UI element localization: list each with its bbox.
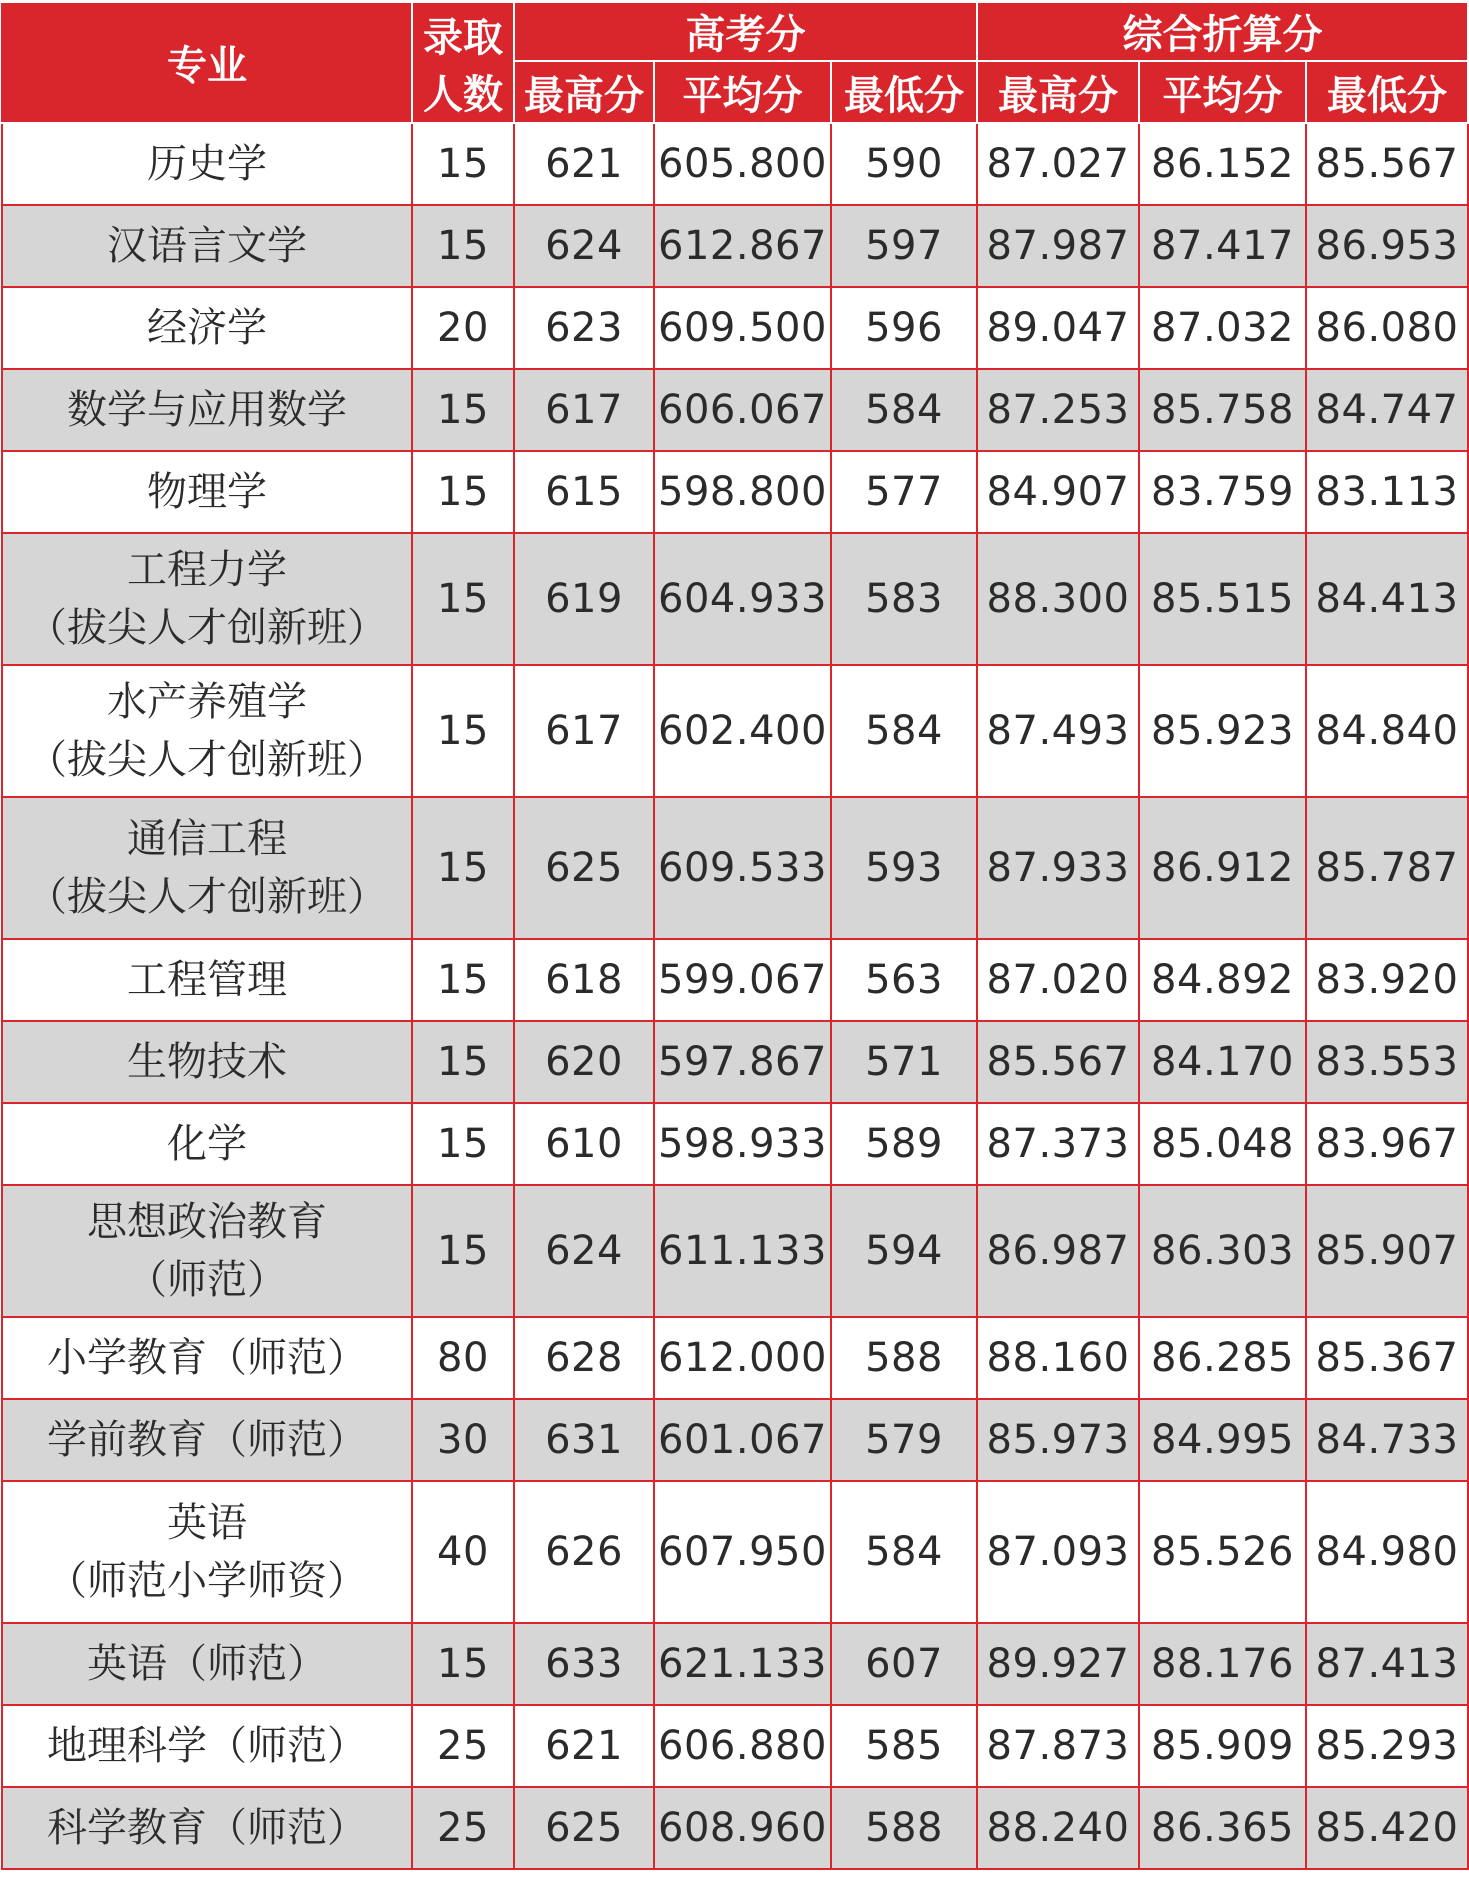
major-name-line: 历史学	[147, 141, 267, 187]
gaokao-avg-cell: 608.960	[654, 1787, 831, 1869]
major-cell	[2, 1787, 412, 1869]
composite-score-group-header: 综合折算分	[977, 2, 1468, 61]
gaokao-min-cell: 597	[831, 205, 977, 287]
table-row	[2, 1623, 1468, 1705]
gaokao-max-cell: 621	[514, 1705, 654, 1787]
gaokao-avg-cell: 609.500	[654, 287, 831, 369]
gaokao-avg-cell: 598.933	[654, 1103, 831, 1185]
composite-min-cell: 84.733	[1306, 1399, 1468, 1481]
table-row	[2, 1317, 1468, 1399]
composite-avg-cell: 86.912	[1139, 797, 1306, 939]
gaokao-max-cell: 633	[514, 1623, 654, 1705]
composite-min-cell: 83.967	[1306, 1103, 1468, 1185]
composite-max-cell: 87.873	[977, 1705, 1139, 1787]
composite-min-cell: 85.293	[1306, 1705, 1468, 1787]
major-name-line: 地理科学（师范）	[47, 1723, 367, 1769]
admitted-count-cell: 30	[412, 1399, 514, 1481]
major-name-line: 数学与应用数学	[67, 387, 347, 433]
gaokao-min-cell: 588	[831, 1317, 977, 1399]
gaokao-avg-cell: 602.400	[654, 665, 831, 797]
composite-min-cell: 83.920	[1306, 939, 1468, 1021]
composite-avg-cell: 86.303	[1139, 1185, 1306, 1317]
major-cell	[2, 369, 412, 451]
gaokao-max-cell: 631	[514, 1399, 654, 1481]
composite-avg-header: 平均分	[1139, 61, 1306, 123]
composite-avg-cell: 85.758	[1139, 369, 1306, 451]
gaokao-max-cell: 624	[514, 205, 654, 287]
gaokao-avg-cell: 598.800	[654, 451, 831, 533]
major-cell	[2, 1103, 412, 1185]
major-name-line: 英语（师范）	[87, 1641, 327, 1687]
gaokao-max-cell: 618	[514, 939, 654, 1021]
major-name-line: 工程管理	[127, 957, 287, 1003]
admitted-count-cell: 15	[412, 1021, 514, 1103]
gaokao-max-cell: 626	[514, 1481, 654, 1623]
gaokao-avg-cell: 612.867	[654, 205, 831, 287]
gaokao-min-cell: 584	[831, 369, 977, 451]
composite-avg-cell: 85.526	[1139, 1481, 1306, 1623]
major-cell	[2, 205, 412, 287]
gaokao-min-header: 最低分	[831, 61, 977, 123]
major-cell	[2, 1481, 412, 1623]
major-name-line: 学前教育（师范）	[47, 1417, 367, 1463]
composite-min-cell: 83.113	[1306, 451, 1468, 533]
table-row	[2, 451, 1468, 533]
table-row	[2, 665, 1468, 797]
gaokao-min-cell: 590	[831, 123, 977, 205]
gaokao-max-cell: 610	[514, 1103, 654, 1185]
gaokao-score-group-header: 高考分	[514, 2, 977, 61]
major-name-line: 经济学	[147, 305, 267, 351]
major-cell	[2, 533, 412, 665]
composite-min-cell: 86.953	[1306, 205, 1468, 287]
admitted-count-cell: 15	[412, 797, 514, 939]
composite-min-cell: 84.840	[1306, 665, 1468, 797]
gaokao-avg-cell: 599.067	[654, 939, 831, 1021]
gaokao-min-cell: 584	[831, 665, 977, 797]
composite-max-cell: 87.373	[977, 1103, 1139, 1185]
gaokao-avg-cell: 609.533	[654, 797, 831, 939]
composite-max-cell: 87.987	[977, 205, 1139, 287]
admitted-count-cell: 15	[412, 1185, 514, 1317]
gaokao-max-header: 最高分	[514, 61, 654, 123]
gaokao-max-cell: 625	[514, 797, 654, 939]
admitted-count-cell: 25	[412, 1705, 514, 1787]
major-header: 专业	[2, 2, 412, 123]
gaokao-min-cell: 593	[831, 797, 977, 939]
composite-avg-cell: 85.048	[1139, 1103, 1306, 1185]
gaokao-min-cell: 596	[831, 287, 977, 369]
composite-avg-cell: 85.923	[1139, 665, 1306, 797]
table-row	[2, 1399, 1468, 1481]
major-name-line: （拔尖人才创新班）	[27, 605, 387, 651]
composite-avg-cell: 87.032	[1139, 287, 1306, 369]
admitted-count-cell: 15	[412, 665, 514, 797]
major-cell	[2, 1185, 412, 1317]
composite-avg-cell: 86.365	[1139, 1787, 1306, 1869]
composite-avg-cell: 85.515	[1139, 533, 1306, 665]
composite-max-cell: 89.047	[977, 287, 1139, 369]
composite-avg-cell: 83.759	[1139, 451, 1306, 533]
major-cell	[2, 123, 412, 205]
major-name-line: 通信工程	[127, 816, 287, 862]
gaokao-min-cell: 583	[831, 533, 977, 665]
composite-max-cell: 85.567	[977, 1021, 1139, 1103]
admitted-count-cell: 40	[412, 1481, 514, 1623]
composite-max-cell: 87.020	[977, 939, 1139, 1021]
major-name-line: （拔尖人才创新班）	[27, 874, 387, 920]
table-row	[2, 533, 1468, 665]
gaokao-min-cell: 579	[831, 1399, 977, 1481]
major-name-line: 化学	[167, 1121, 247, 1167]
table-row	[2, 1021, 1468, 1103]
gaokao-avg-cell: 621.133	[654, 1623, 831, 1705]
major-cell	[2, 797, 412, 939]
table-header	[2, 2, 1468, 123]
gaokao-max-cell: 623	[514, 287, 654, 369]
table-row	[2, 123, 1468, 205]
table-row	[2, 1787, 1468, 1869]
admitted-count-header	[412, 2, 514, 123]
admitted-count-cell: 15	[412, 205, 514, 287]
table-row	[2, 1185, 1468, 1317]
gaokao-avg-cell: 606.880	[654, 1705, 831, 1787]
gaokao-max-cell: 619	[514, 533, 654, 665]
composite-max-cell: 87.093	[977, 1481, 1139, 1623]
gaokao-max-cell: 625	[514, 1787, 654, 1869]
composite-max-cell: 89.927	[977, 1623, 1139, 1705]
table-row	[2, 205, 1468, 287]
gaokao-avg-cell: 605.800	[654, 123, 831, 205]
composite-min-cell: 83.553	[1306, 1021, 1468, 1103]
major-cell	[2, 1021, 412, 1103]
admitted-count-cell: 20	[412, 287, 514, 369]
admitted-count-cell: 80	[412, 1317, 514, 1399]
gaokao-max-cell: 628	[514, 1317, 654, 1399]
composite-max-cell: 88.240	[977, 1787, 1139, 1869]
major-cell	[2, 1623, 412, 1705]
gaokao-max-cell: 617	[514, 665, 654, 797]
admitted-count-cell: 15	[412, 939, 514, 1021]
major-name-line: 思想政治教育	[87, 1199, 327, 1245]
gaokao-avg-cell: 607.950	[654, 1481, 831, 1623]
gaokao-min-cell: 577	[831, 451, 977, 533]
table-row	[2, 369, 1468, 451]
composite-max-cell: 85.973	[977, 1399, 1139, 1481]
major-cell	[2, 287, 412, 369]
admitted-header-line2: 人数	[423, 71, 503, 118]
gaokao-avg-cell: 612.000	[654, 1317, 831, 1399]
gaokao-min-cell: 589	[831, 1103, 977, 1185]
table-row	[2, 287, 1468, 369]
gaokao-avg-cell: 601.067	[654, 1399, 831, 1481]
gaokao-min-cell: 585	[831, 1705, 977, 1787]
major-name-line: 物理学	[147, 469, 267, 515]
major-name-line: 科学教育（师范）	[47, 1805, 367, 1851]
gaokao-avg-cell: 604.933	[654, 533, 831, 665]
major-cell	[2, 1399, 412, 1481]
admission-scores-table	[1, 1, 1469, 1870]
major-name-line: 生物技术	[127, 1039, 287, 1085]
admitted-count-cell: 15	[412, 1623, 514, 1705]
major-name-line: 小学教育（师范）	[47, 1335, 367, 1381]
gaokao-max-cell: 617	[514, 369, 654, 451]
gaokao-avg-cell: 606.067	[654, 369, 831, 451]
admitted-count-cell: 15	[412, 369, 514, 451]
major-cell	[2, 665, 412, 797]
composite-min-cell: 84.980	[1306, 1481, 1468, 1623]
table-row	[2, 939, 1468, 1021]
table-row	[2, 1103, 1468, 1185]
composite-avg-cell: 88.176	[1139, 1623, 1306, 1705]
gaokao-avg-header: 平均分	[654, 61, 831, 123]
composite-min-cell: 84.413	[1306, 533, 1468, 665]
gaokao-min-cell: 607	[831, 1623, 977, 1705]
gaokao-avg-cell: 611.133	[654, 1185, 831, 1317]
composite-max-cell: 88.160	[977, 1317, 1139, 1399]
admitted-count-cell: 15	[412, 1103, 514, 1185]
composite-max-cell: 87.253	[977, 369, 1139, 451]
major-cell	[2, 939, 412, 1021]
admitted-count-cell: 15	[412, 533, 514, 665]
composite-min-cell: 85.787	[1306, 797, 1468, 939]
gaokao-min-cell: 571	[831, 1021, 977, 1103]
composite-max-cell: 86.987	[977, 1185, 1139, 1317]
major-name-line: （拔尖人才创新班）	[27, 737, 387, 783]
composite-avg-cell: 84.995	[1139, 1399, 1306, 1481]
admitted-count-cell: 15	[412, 123, 514, 205]
gaokao-avg-cell: 597.867	[654, 1021, 831, 1103]
major-name-line: （师范）	[127, 1257, 287, 1303]
composite-max-cell: 87.027	[977, 123, 1139, 205]
major-name-line: 水产养殖学	[107, 679, 307, 725]
composite-avg-cell: 86.152	[1139, 123, 1306, 205]
composite-min-cell: 85.420	[1306, 1787, 1468, 1869]
gaokao-min-cell: 584	[831, 1481, 977, 1623]
composite-avg-cell: 86.285	[1139, 1317, 1306, 1399]
table-row	[2, 1705, 1468, 1787]
gaokao-min-cell: 594	[831, 1185, 977, 1317]
table-body	[2, 123, 1468, 1869]
table-row	[2, 1481, 1468, 1623]
gaokao-min-cell: 588	[831, 1787, 977, 1869]
gaokao-max-cell: 615	[514, 451, 654, 533]
composite-min-cell: 85.907	[1306, 1185, 1468, 1317]
composite-avg-cell: 87.417	[1139, 205, 1306, 287]
composite-min-cell: 84.747	[1306, 369, 1468, 451]
composite-min-cell: 85.367	[1306, 1317, 1468, 1399]
major-name-line: 工程力学	[127, 547, 287, 593]
admitted-count-cell: 25	[412, 1787, 514, 1869]
composite-max-cell: 87.493	[977, 665, 1139, 797]
major-name-line: （师范小学师资）	[47, 1558, 367, 1604]
major-cell	[2, 451, 412, 533]
major-name-line: 汉语言文学	[107, 223, 307, 269]
major-name-line: 英语	[167, 1500, 247, 1546]
composite-min-header: 最低分	[1306, 61, 1468, 123]
composite-max-header: 最高分	[977, 61, 1139, 123]
admitted-count-cell: 15	[412, 451, 514, 533]
gaokao-max-cell: 620	[514, 1021, 654, 1103]
composite-min-cell: 87.413	[1306, 1623, 1468, 1705]
gaokao-min-cell: 563	[831, 939, 977, 1021]
gaokao-max-cell: 621	[514, 123, 654, 205]
major-cell	[2, 1705, 412, 1787]
composite-avg-cell: 84.892	[1139, 939, 1306, 1021]
composite-min-cell: 85.567	[1306, 123, 1468, 205]
composite-max-cell: 87.933	[977, 797, 1139, 939]
admitted-header-line1: 录取	[423, 14, 503, 61]
major-cell	[2, 1317, 412, 1399]
gaokao-max-cell: 624	[514, 1185, 654, 1317]
composite-min-cell: 86.080	[1306, 287, 1468, 369]
composite-max-cell: 84.907	[977, 451, 1139, 533]
composite-max-cell: 88.300	[977, 533, 1139, 665]
composite-avg-cell: 85.909	[1139, 1705, 1306, 1787]
table-row	[2, 797, 1468, 939]
composite-avg-cell: 84.170	[1139, 1021, 1306, 1103]
